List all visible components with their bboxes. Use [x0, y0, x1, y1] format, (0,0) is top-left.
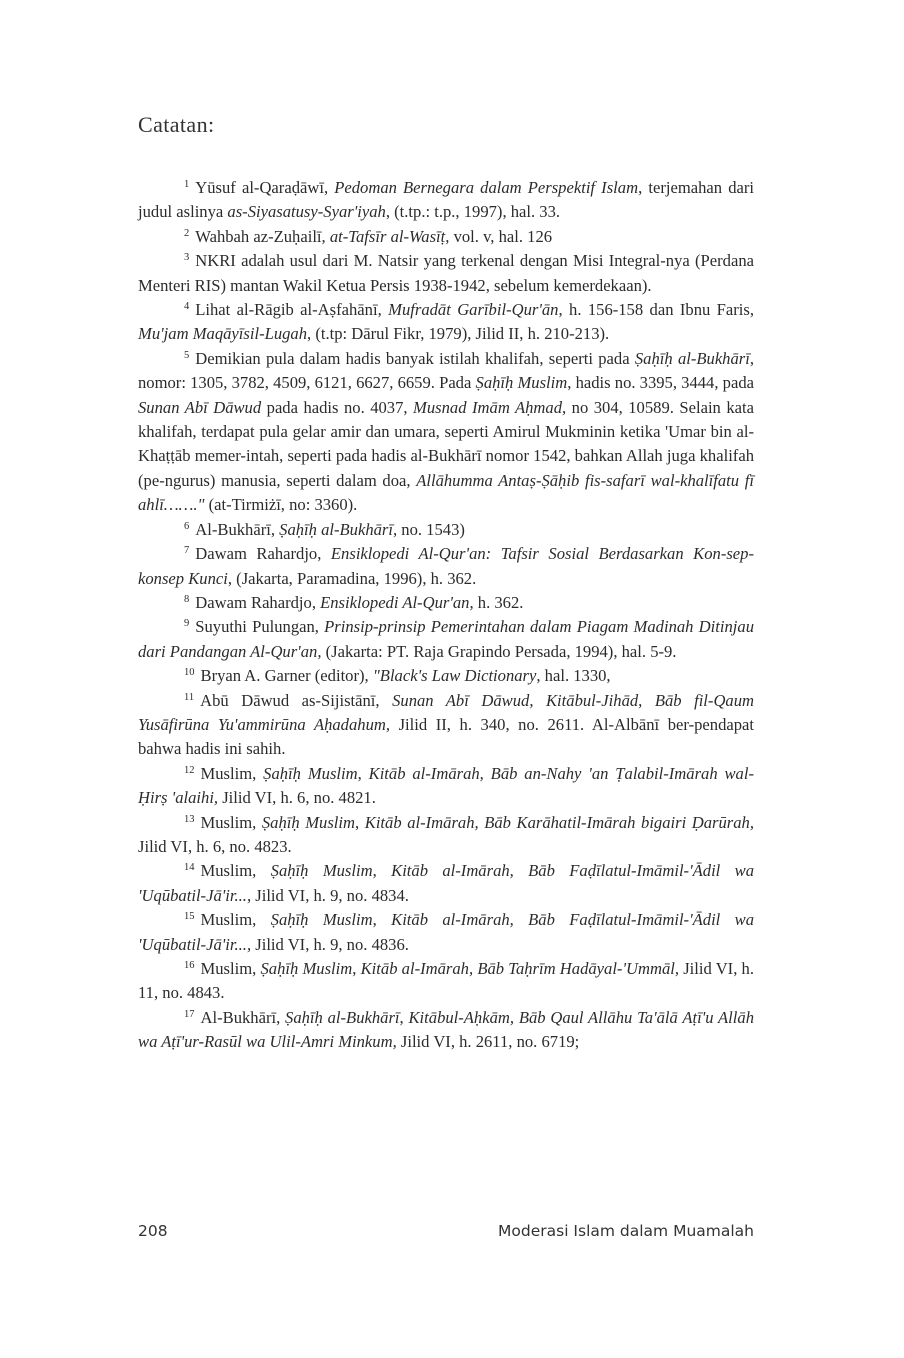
footnote-title-italic: Prinsip-prinsip Pemerintahan dalam Piagam Madinah Ditinjau dari Pandangan Al-Qur'an,: [138, 617, 754, 661]
footnote-text: ,: [372, 910, 392, 930]
footnote-number: 11: [184, 691, 195, 703]
footnote-title-italic: Mufradāt Garībil-Qur'ān: [388, 300, 559, 320]
footnote-text: Wahbah az-Zuḥailī,: [195, 226, 330, 246]
footnote-title-italic: Ensiklopedi Al-Qur'an: Tafsir Sosial Berdasarkan Kon-sep-konsep Kunci: [138, 544, 754, 588]
footnote-text: Muslim,: [200, 812, 262, 832]
footnotes-list: [138, 176, 754, 1055]
footnote: [138, 298, 754, 347]
footnote-title-italic: Ṣaḥīḥ Muslim: [261, 812, 356, 832]
footnote-number: 8: [184, 593, 190, 605]
running-title: Moderasi Islam dalam Muamalah: [498, 1222, 754, 1240]
footnote-number: 4: [184, 301, 190, 313]
section-heading: Catatan:: [138, 112, 215, 137]
footnote-title-italic: Ṣaḥīḥ Muslim: [270, 910, 373, 930]
footnote-text: pada hadis no. 4037,: [261, 397, 414, 417]
footnote: [138, 859, 754, 908]
footnote-title-italic: Kitābul-Jihād, Bāb fil-Qaum Yusāfirūna Yu'ammirūna Aḥadahum,: [138, 690, 755, 734]
footnote-title-italic: Musnad Imām Aḥmad: [413, 397, 562, 417]
footnote: [138, 225, 754, 249]
footnote-text: Al-Bukhārī,: [195, 519, 280, 539]
footnote-title-italic: Ṣaḥīḥ al-Bukhārī: [634, 348, 750, 368]
footnote-text: , no. 1543): [392, 519, 465, 539]
footnote-text: , (t.tp: Dārul Fikr, 1979), Jilid II, h. 210-213).: [307, 324, 610, 344]
footnote: [138, 591, 754, 615]
footnote-title-italic: Kitābul-Aḥkām, Bāb Qaul Allāhu Ta'ālā Aṭī'u Allāh wa Aṭī'ur-Rasūl wa Ulil-Amri Minkum,: [138, 1007, 754, 1052]
footnote: [138, 249, 754, 298]
footnote-text: ,: [355, 812, 365, 832]
footnote-text: , (t.tp.: t.p., 1997), hal. 33.: [385, 202, 561, 222]
footnote-title-italic: Mu'jam Maqāyīsil-Lugah: [138, 324, 308, 344]
footnote-number: 15: [184, 911, 195, 923]
footnote: [138, 518, 754, 542]
footnote-title-italic: Kitāb al-Imārah, Bāb an-Nahy 'an Ṭalabil-Imārah wal-Ḥirṣ 'alaihi,: [138, 763, 754, 808]
footnote-text: Dawam Rahardjo,: [195, 544, 331, 564]
footnote-text: (at-Tirmiżī, no: 3360).: [204, 495, 358, 515]
footnote-text: Jilid VI, h. 2611, no. 6719;: [396, 1032, 580, 1052]
footnote-title-italic: Sunan Abī Dāwud: [392, 690, 530, 710]
footnote: [138, 689, 754, 762]
footnote-text: Muslim,: [200, 959, 261, 978]
footnote-number: 17: [184, 1008, 195, 1020]
footnote: [138, 1006, 754, 1055]
footnote-text: , h. 156-158 dan Ibnu Faris,: [558, 300, 755, 320]
footnote-text: NKRI adalah usul dari M. Natsir yang terkenal dengan Misi Integral-nya (Perdana Menteri RIS) mantan Wakil Ketua Persis 1938-1942, sebelum kemerdekaan).: [138, 251, 754, 295]
footnote-title-italic: Ṣaḥīḥ Muslim: [263, 763, 358, 783]
footnote: [138, 908, 754, 957]
footnote-text: h. 362.: [473, 592, 524, 612]
footnote: [138, 664, 754, 688]
footnote-text: ,: [399, 1007, 409, 1027]
footnote-text: Muslim,: [200, 910, 271, 930]
footnote-text: Jilid VI, h. 6, no. 4823.: [138, 836, 292, 856]
footnote-number: 5: [184, 349, 190, 361]
page-number: 208: [138, 1222, 168, 1240]
footnote: [138, 811, 754, 860]
footnote-text: , hadis no. 3395, 3444, pada: [567, 373, 754, 393]
footnote-number: 13: [184, 813, 195, 825]
footnote-text: Muslim,: [200, 763, 264, 783]
footnote-title-italic: Ṣaḥīḥ Muslim: [475, 373, 568, 393]
footnote-text: , (Jakarta, Paramadina, 1996), h. 362.: [227, 568, 477, 588]
footnote-text: Jilid VI, h. 6, no. 4821.: [218, 788, 376, 808]
footnote: [138, 957, 754, 1006]
footnote-title-italic: Ṣaḥīḥ Muslim: [260, 959, 353, 978]
footnote-number: 10: [184, 667, 195, 679]
footnote-number: 1: [184, 179, 190, 190]
footnote-text: Muslim,: [200, 861, 271, 881]
footnote-title-italic: Sunan Abī Dāwud: [138, 397, 262, 417]
footnote-text: vol. v, hal. 126: [449, 226, 553, 246]
footnote-text: Dawam Rahardjo,: [195, 592, 321, 612]
footnote: [138, 762, 754, 811]
footnote-text: Al-Bukhārī,: [200, 1007, 286, 1027]
footnote-title-italic: Ṣaḥīḥ Muslim: [270, 861, 373, 881]
footnote-title-italic: Pedoman Bernegara dalam Perspektif Islam: [334, 178, 639, 197]
footnote-title-italic: Kitāb al-Imārah, Bāb Taḥrīm Hadāyal-'Ummāl,: [360, 959, 680, 978]
footnote-title-italic: as-Siyasatusy-Syar'iyah: [227, 202, 386, 222]
footnote-title-italic: Ṣaḥīḥ al-Bukhārī: [285, 1007, 400, 1027]
footnote-title-italic: Ṣaḥīḥ al-Bukhārī: [279, 519, 393, 539]
footnote-title-italic: "Black's Law Dictionary: [372, 666, 537, 686]
footnote-text: , no 304, 10589. Selain kata khalifah, terdapat pula gelar amir dan umara, seperti Amirul Mukminin ketika 'Umar bin al-Khaṭṭāb memer-intah, seperti pada hadis al-Bukhārī nomor 1542, bahkan Allah juga khalifah (pe-ngurus) manusia, seperti dalam doa,: [138, 397, 754, 490]
footnote-text: Suyuthi Pulungan,: [195, 617, 325, 637]
footnote-text: ,: [352, 959, 361, 978]
footnote-title-italic: Kitāb al-Imārah, Bāb Faḍīlatul-Imāmil-'Ādil wa 'Uqūbatil-Jā'ir...,: [138, 910, 755, 954]
footnote-text: Jilid VI, h. 9, no. 4834.: [251, 885, 409, 905]
footnote-text: ,: [372, 861, 392, 881]
footnote-number: 14: [184, 862, 195, 874]
footnote: [138, 176, 754, 225]
footnote-text: Lihat al-Rāgib al-Aṣfahānī,: [195, 300, 389, 320]
footnote-text: Abū Dāwud as-Sijistānī,: [200, 690, 393, 710]
footnote-number: 16: [184, 960, 195, 971]
footnote-title-italic: Ensiklopedi Al-Qur'an,: [320, 592, 474, 612]
footnote-number: 2: [184, 227, 190, 239]
footnote: [138, 615, 754, 664]
footnote-text: Demikian pula dalam hadis banyak istilah khalifah, seperti pada: [195, 348, 635, 368]
footnote-title-italic: Kitāb al-Imārah, Bāb Faḍīlatul-Imāmil-'Ādil wa 'Uqūbatil-Jā'ir...,: [138, 861, 755, 905]
footnote-number: 3: [184, 252, 190, 264]
footnote-text: Yūsuf al-Qaraḍāwī,: [195, 178, 335, 197]
footnote-text: , terjemahan dari judul aslinya: [138, 178, 754, 222]
footnote-title-italic: at-Tafsīr al-Wasīṭ,: [329, 226, 450, 246]
footnote-text: ,: [357, 763, 369, 783]
footnote-number: 9: [184, 618, 190, 630]
footnote-number: 6: [184, 520, 190, 532]
footnote-text: Jilid II, h. 340, no. 2611. Al-Albānī ber-pendapat bahwa hadis ini sahih.: [138, 714, 755, 759]
footnote-text: ,: [529, 690, 546, 710]
footnote-text: Jilid VI, h. 11, no. 4843.: [138, 959, 754, 1003]
footnote-title-italic: Kitāb al-Imārah, Bāb Karāhatil-Imārah bigairi Ḍarūrah,: [364, 812, 755, 832]
footnote-text: , hal. 1330,: [536, 666, 611, 686]
footnote: [138, 542, 754, 591]
footnote-text: (Jakarta: PT. Raja Grapindo Persada, 1994), hal. 5-9.: [321, 641, 677, 661]
footnote-text: , nomor: 1305, 3782, 4509, 6121, 6627, 6659. Pada: [138, 348, 754, 393]
footnote-number: 7: [184, 545, 190, 557]
footnote-number: 12: [184, 764, 195, 776]
footnote-text: Bryan A. Garner (editor),: [200, 666, 373, 686]
footnote-text: Jilid VI, h. 9, no. 4836.: [251, 934, 409, 954]
footnote: [138, 347, 754, 518]
footnote-title-italic: Allāhumma Antaṣ-Ṣāḥib fis-safarī wal-khalīfatu fī ahlī…….": [138, 470, 755, 515]
